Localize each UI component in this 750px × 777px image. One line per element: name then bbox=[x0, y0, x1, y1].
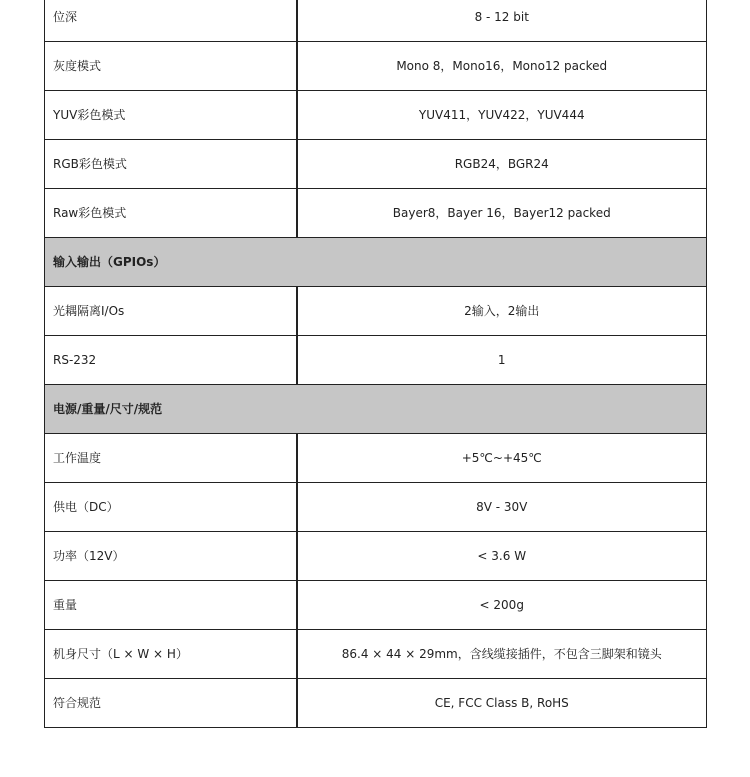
spec-value: CE, FCC Class B, RoHS bbox=[297, 679, 707, 728]
spec-row bbox=[45, 42, 707, 91]
spec-label: 位深 bbox=[45, 0, 297, 42]
spec-table-body bbox=[45, 0, 707, 728]
section-title: 电源/重量/尺寸/规范 bbox=[45, 385, 707, 434]
spec-value: 2输入，2输出 bbox=[297, 287, 707, 336]
spec-value: Bayer8，Bayer 16，Bayer12 packed bbox=[297, 189, 707, 238]
spec-value: RGB24，BGR24 bbox=[297, 140, 707, 189]
spec-label: 重量 bbox=[45, 581, 297, 630]
spec-value: 8V - 30V bbox=[297, 483, 707, 532]
section-header-row bbox=[45, 385, 707, 434]
spec-label: Raw彩色模式 bbox=[45, 189, 297, 238]
spec-row bbox=[45, 0, 707, 42]
spec-row bbox=[45, 336, 707, 385]
spec-label: 工作温度 bbox=[45, 434, 297, 483]
spec-value: 1 bbox=[297, 336, 707, 385]
section-header-row bbox=[45, 238, 707, 287]
spec-value: YUV411，YUV422，YUV444 bbox=[297, 91, 707, 140]
spec-label: 光耦隔离I/Os bbox=[45, 287, 297, 336]
spec-row bbox=[45, 581, 707, 630]
spec-label: RS-232 bbox=[45, 336, 297, 385]
spec-row bbox=[45, 532, 707, 581]
spec-label: RGB彩色模式 bbox=[45, 140, 297, 189]
spec-row bbox=[45, 91, 707, 140]
spec-value: < 3.6 W bbox=[297, 532, 707, 581]
spec-value: 8 - 12 bit bbox=[297, 0, 707, 42]
spec-row bbox=[45, 483, 707, 532]
spec-label: 机身尺寸（L × W × H） bbox=[45, 630, 297, 679]
spec-row bbox=[45, 140, 707, 189]
spec-label: YUV彩色模式 bbox=[45, 91, 297, 140]
section-title: 输入输出（GPIOs） bbox=[45, 238, 707, 287]
spec-value: < 200g bbox=[297, 581, 707, 630]
spec-row bbox=[45, 630, 707, 679]
spec-value: 86.4 × 44 × 29mm，含线缆接插件，不包含三脚架和镜头 bbox=[297, 630, 707, 679]
spec-row bbox=[45, 189, 707, 238]
spec-row bbox=[45, 287, 707, 336]
spec-value: Mono 8，Mono16，Mono12 packed bbox=[297, 42, 707, 91]
spec-label: 功率（12V） bbox=[45, 532, 297, 581]
spec-label: 灰度模式 bbox=[45, 42, 297, 91]
spec-label: 供电（DC） bbox=[45, 483, 297, 532]
spec-value: +5℃~+45℃ bbox=[297, 434, 707, 483]
spec-table bbox=[44, 0, 707, 728]
spec-row bbox=[45, 679, 707, 728]
spec-label: 符合规范 bbox=[45, 679, 297, 728]
spec-row bbox=[45, 434, 707, 483]
